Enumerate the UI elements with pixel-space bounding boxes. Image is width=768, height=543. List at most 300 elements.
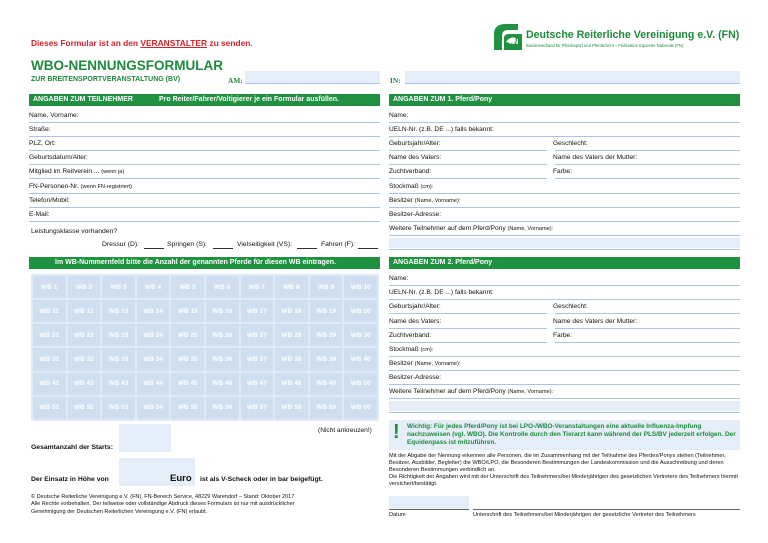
wb-cell-prefix: WB — [316, 356, 327, 364]
class-eventing-input[interactable] — [297, 240, 317, 249]
wb-cell-57[interactable] — [241, 397, 274, 419]
wb-cell-number: 4 — [157, 283, 162, 291]
participant-name-field[interactable] — [29, 109, 380, 123]
class-jumping-input[interactable] — [213, 240, 233, 249]
wb-cell-prefix: WB — [108, 380, 120, 388]
wb-cell-40[interactable] — [344, 348, 377, 370]
currency-label: Euro — [170, 473, 192, 484]
class-eventing-label: Vielseitigkeit (VS): — [237, 241, 293, 248]
wb-cell-number: 52 — [86, 404, 94, 412]
horse1-father-field[interactable] — [389, 151, 740, 165]
wb-cell-number: 59 — [328, 404, 336, 412]
wb-cell-number: 19 — [328, 307, 336, 315]
wb-cell-18[interactable] — [275, 300, 308, 322]
wb-cell-prefix: WB — [212, 307, 224, 315]
date-label: Datum — [389, 512, 406, 518]
horse1-name-label: Name: — [389, 112, 409, 119]
wb-cell-prefix: WB — [39, 380, 51, 388]
wb-cell-number: 41 — [52, 380, 60, 388]
copyright-footer — [31, 494, 371, 516]
horse1-breed-label: Zuchtverband: — [389, 168, 432, 175]
horse2-heading-label: ANGABEN ZUM 2. Pferd/Pony — [393, 259, 493, 266]
horse1-height-field[interactable] — [389, 180, 740, 194]
participant-heading — [29, 94, 380, 106]
horse2-name-field[interactable] — [389, 272, 740, 286]
wb-cell-46[interactable] — [206, 373, 239, 395]
horse2-birth-sex-field[interactable] — [389, 300, 740, 314]
notice-suffix: zu senden. — [207, 38, 253, 48]
wb-cell-number: 38 — [294, 356, 302, 364]
wb-cell-prefix: WB — [317, 283, 329, 291]
wb-cell-prefix: WB — [177, 356, 189, 364]
wb-cell-3[interactable] — [102, 276, 135, 298]
wb-cell-prefix: WB — [350, 283, 362, 291]
wb-cell-number: 29 — [328, 331, 336, 339]
wb-cell-prefix: WB — [350, 331, 362, 339]
horse1-other-riders-field[interactable] — [389, 222, 740, 236]
wb-cell-prefix: WB — [41, 283, 52, 291]
horse2-father-label: Name des Vaters: — [389, 318, 442, 325]
wb-cell-prefix: WB — [108, 356, 120, 364]
wb-cell-20[interactable] — [344, 300, 377, 322]
wb-cell-29[interactable] — [310, 324, 343, 346]
wb-cell-9[interactable] — [310, 276, 343, 298]
total-starts-label: Gesamtanzahl der Starts: — [31, 444, 113, 451]
wb-cell-number: 24 — [155, 331, 163, 339]
wb-cell-prefix: WB — [143, 356, 154, 364]
wb-cell-50[interactable] — [344, 373, 377, 395]
wb-cell-number: 6 — [226, 283, 231, 291]
wb-cell-number: 5 — [192, 283, 196, 291]
wb-cell-number: 10 — [363, 283, 371, 291]
wb-cell-number: 55 — [190, 404, 198, 412]
wb-cell-number: 44 — [155, 380, 163, 388]
wb-cell-prefix: WB — [108, 331, 120, 339]
wb-cell-16[interactable] — [206, 300, 239, 322]
horse2-other-label: Weitere Teilnehmer auf dem Pferd/Pony — [389, 388, 506, 395]
wb-cell-prefix: WB — [281, 307, 293, 315]
horse2-owner-field[interactable] — [389, 357, 740, 371]
wb-cell-number: 16 — [225, 307, 233, 315]
wb-cell-prefix: WB — [350, 380, 362, 388]
horse1-color-label: Farbe: — [553, 165, 574, 178]
horse2-owner-address-label: Besitzer-Adresse: — [389, 374, 442, 381]
wb-cell-39[interactable] — [310, 348, 343, 370]
consent-paragraph-2: Die Richtigkeit der Angaben wird mit der Unterschrift des Teilnehmers/bei Minderjährigen des gesetzlichen Vertreters des Teilnehmers hiermit versichert/bestätigt. — [389, 474, 738, 487]
wb-number-grid — [31, 274, 379, 421]
wb-cell-number: 23 — [121, 331, 129, 339]
wb-cell-number: 18 — [294, 307, 302, 315]
participant-email-field[interactable] — [29, 208, 380, 222]
wb-cell-prefix: WB — [350, 404, 362, 412]
horse1-heading — [389, 94, 740, 106]
participant-phone-field[interactable] — [29, 194, 380, 208]
wb-cell-number: 46 — [225, 380, 233, 388]
horse2-breed-label: Zuchtverband: — [389, 332, 432, 339]
wb-cell-42[interactable] — [68, 373, 101, 395]
wb-cell-prefix: WB — [212, 331, 224, 339]
wb-cell-prefix: WB — [316, 307, 327, 315]
wb-cell-23[interactable] — [102, 324, 135, 346]
wb-cell-4[interactable] — [137, 276, 170, 298]
wb-cell-number: 21 — [52, 331, 60, 339]
wb-cell-12[interactable] — [68, 300, 101, 322]
wb-cell-59[interactable] — [310, 397, 343, 419]
wb-cell-47[interactable] — [241, 373, 274, 395]
wb-cell-19[interactable] — [310, 300, 343, 322]
horse2-breed-field[interactable] — [389, 329, 740, 343]
participant-fn-number-field[interactable] — [29, 180, 380, 194]
wb-cell-prefix: WB — [108, 404, 120, 412]
wb-cell-44[interactable] — [137, 373, 170, 395]
wb-cell-prefix: WB — [108, 307, 120, 315]
fn-logo-icon — [492, 22, 524, 52]
send-notice — [31, 38, 253, 48]
wb-cell-number: 45 — [190, 380, 198, 388]
horse2-height-unit: (cm): — [420, 347, 434, 353]
wb-cell-number: 37 — [259, 356, 267, 364]
wb-cell-number: 25 — [190, 331, 198, 339]
wb-cell-55[interactable] — [171, 397, 204, 419]
copyright-line-3: Genehmigung der Deutschen Reiterlichen Vereinigung e.V. (FN) erlaubt. — [31, 508, 208, 515]
wb-cell-number: 40 — [363, 356, 371, 364]
horse2-owner-note: (Name, Vorname): — [414, 361, 461, 367]
wb-cell-26[interactable] — [206, 324, 239, 346]
wb-cell-22[interactable] — [68, 324, 101, 346]
wb-cell-prefix: WB — [248, 283, 260, 291]
participant-fn-number-note: (wenn FN-registriert) — [80, 184, 132, 190]
horse1-owner-field[interactable] — [389, 194, 740, 208]
class-dressage-input[interactable] — [144, 240, 164, 249]
horse2-height-field[interactable] — [389, 343, 740, 357]
wb-cell-prefix: WB — [143, 380, 154, 388]
horse2-owner-address-field[interactable] — [389, 371, 740, 385]
wb-cell-number: 30 — [363, 331, 371, 339]
wb-cell-number: 17 — [259, 307, 267, 315]
wb-cell-prefix: WB — [74, 307, 85, 315]
wb-cell-prefix: WB — [143, 331, 154, 339]
horse1-sex-label: Geschlecht: — [553, 137, 590, 150]
wb-cell-58[interactable] — [275, 397, 308, 419]
wb-cell-prefix: WB — [281, 356, 293, 364]
wb-cell-60[interactable] — [344, 397, 377, 419]
participant-birthdate-field[interactable] — [29, 151, 380, 165]
wb-cell-prefix: WB — [281, 380, 293, 388]
participant-name-label: Name, Vorname: — [29, 112, 79, 119]
class-question: Leistungsklasse vorhanden? — [31, 228, 118, 235]
wb-cell-number: 56 — [225, 404, 233, 412]
participant-phone-label: Telefon/Mobil: — [29, 197, 70, 204]
wb-cell-41[interactable] — [33, 373, 66, 395]
participant-club-label: Mitglied im Reitverein ... — [29, 168, 100, 175]
wb-cell-24[interactable] — [137, 324, 170, 346]
wb-cell-prefix: WB — [214, 283, 225, 291]
wb-cell-number: 32 — [86, 356, 94, 364]
wb-cell-prefix: WB — [212, 380, 224, 388]
wb-cell-30[interactable] — [344, 324, 377, 346]
wb-cell-prefix: WB — [316, 380, 327, 388]
horse2-birth-label: Geburtsjahr/Alter: — [389, 303, 441, 310]
wb-cell-7[interactable] — [241, 276, 274, 298]
horse2-sex-label: Geschlecht: — [553, 300, 590, 313]
horse1-ueln-field[interactable] — [389, 123, 740, 137]
participant-club-note: (wenn ja) — [101, 169, 125, 175]
wb-cell-5[interactable] — [171, 276, 204, 298]
participant-birthdate-label: Geburtsdatum/Alter: — [29, 154, 89, 161]
wb-cell-38[interactable] — [275, 348, 308, 370]
wb-cell-prefix: WB — [143, 307, 154, 315]
wb-cell-prefix: WB — [281, 331, 293, 339]
wb-cell-prefix: WB — [74, 356, 85, 364]
horse1-heading-label: ANGABEN ZUM 1. Pferd/Pony — [393, 96, 493, 103]
wb-cell-6[interactable] — [206, 276, 239, 298]
horse1-other-riders-field-2[interactable] — [389, 236, 740, 250]
wb-cell-number: 9 — [330, 283, 335, 291]
wb-cell-number: 57 — [259, 404, 267, 412]
wb-cell-prefix: WB — [177, 307, 189, 315]
horse2-other-riders-field[interactable] — [389, 385, 740, 399]
wb-cell-25[interactable] — [171, 324, 204, 346]
horse1-mother-father-label: Name des Vaters der Mutter: — [553, 151, 639, 164]
wb-cell-15[interactable] — [171, 300, 204, 322]
class-jumping-label: Springen (S): — [167, 241, 208, 248]
class-dressage-label: Dressur (D): — [102, 241, 140, 248]
wb-cell-56[interactable] — [206, 397, 239, 419]
wb-cell-14[interactable] — [137, 300, 170, 322]
signature-label: Unterschrift des Teilnehmers/bei Minderjährigen der gesetzliche Vertreter des Teilnehmers — [473, 512, 696, 518]
wb-cell-1[interactable] — [33, 276, 66, 298]
horse2-mother-father-label: Name des Vaters der Mutter: — [553, 315, 639, 328]
wb-cell-54[interactable] — [137, 397, 170, 419]
wb-cell-prefix: WB — [177, 331, 189, 339]
wb-cell-prefix: WB — [247, 307, 258, 315]
wb-cell-number: 1 — [53, 283, 58, 291]
wb-cell-number: 53 — [121, 404, 129, 412]
wb-cell-51[interactable] — [33, 397, 66, 419]
wb-cell-number: 28 — [294, 331, 302, 339]
wb-heading-label: Im WB-Nummernfeld bitte die Anzahl der genannten Pferde für diesen WB eintragen. — [55, 259, 336, 266]
wb-cell-48[interactable] — [275, 373, 308, 395]
horse1-other-note: (Name, Vorname): — [507, 226, 554, 232]
signature-input[interactable] — [473, 496, 740, 510]
notice-prefix: Dieses Formular ist an den — [31, 38, 141, 48]
vaccination-notice-text: Wichtig: Für jedes Pferd/Pony ist bei LPO-/WBO-Veranstaltungen eine aktuelle Influenza-Impfung nachzuweisen (vgl. WBO). Die Kontrolle durch den Tierarzt kann während der PLS/BV jederzeit erfolgen. Der Equidenpass ist mitzuführen. — [407, 423, 736, 446]
wb-cell-number: 50 — [363, 380, 371, 388]
wb-cell-number: 33 — [121, 356, 129, 364]
horse1-owner-note: (Name, Vorname): — [414, 198, 461, 204]
participant-zip-city-field[interactable] — [29, 137, 380, 151]
horse2-ueln-field[interactable] — [389, 286, 740, 300]
wb-cell-prefix: WB — [350, 356, 362, 364]
org-subtitle: Bundesverband für Pferdesport und Pferdezucht – Fédération Equestre Nationale (FN) — [526, 43, 684, 48]
participant-club-field[interactable] — [29, 165, 380, 179]
wb-cell-prefix: WB — [316, 331, 327, 339]
wb-cell-21[interactable] — [33, 324, 66, 346]
in-label: IN: — [390, 76, 401, 85]
consent-text — [389, 453, 742, 488]
wb-cell-number: 48 — [294, 380, 302, 388]
wb-cell-number: 12 — [86, 307, 94, 315]
date-input[interactable] — [389, 496, 469, 510]
wb-cell-37[interactable] — [241, 348, 274, 370]
participant-street-field[interactable] — [29, 123, 380, 137]
in-input[interactable] — [405, 71, 740, 84]
horse1-ueln-label: UELN-Nr. (z.B. DE ...) falls bekannt: — [389, 126, 494, 133]
wb-cell-49[interactable] — [310, 373, 343, 395]
wb-cell-prefix: WB — [247, 331, 258, 339]
horse2-heading — [389, 257, 740, 269]
horse2-name-label: Name: — [389, 275, 409, 282]
participant-heading-note: Pro Reiter/Fahrer/Voltigierer je ein Formular ausfüllen. — [159, 96, 339, 103]
consent-paragraph-1: Mit der Abgabe der Nennung erkennen alle Personen, die im Zusammenhang mit der Teilnahme des Pferdes/Ponys stehen (Teilnehmer, Besitzer, Ausbilder, Begleiter) die WBO/LPO, die Besonderen Bestimmungen der Landeskommission und die Ausschreibung und deren Besonderen Bestimmungen verbindlich an. — [389, 453, 726, 473]
horse1-height-unit: (cm): — [420, 184, 434, 190]
wb-cell-prefix: WB — [144, 283, 156, 291]
wb-cell-8[interactable] — [275, 276, 308, 298]
wb-cell-number: 39 — [328, 356, 336, 364]
vaccination-notice — [389, 420, 740, 450]
wb-cell-number: 36 — [225, 356, 233, 364]
horse1-height-label: Stockmaß — [389, 183, 419, 190]
horse1-owner-label: Besitzer — [389, 197, 413, 204]
horse2-owner-label: Besitzer — [389, 360, 413, 367]
class-driving-input[interactable] — [358, 240, 378, 249]
wb-cell-prefix: WB — [74, 404, 85, 412]
wb-cell-number: 22 — [86, 331, 94, 339]
class-driving-label: Fahren (F): — [321, 241, 355, 248]
wb-cell-prefix: WB — [247, 404, 258, 412]
wb-cell-number: 58 — [294, 404, 302, 412]
wb-cell-45[interactable] — [171, 373, 204, 395]
horse2-height-label: Stockmaß — [389, 346, 419, 353]
wb-cell-number: 42 — [86, 380, 94, 388]
wb-cell-number: 11 — [52, 307, 59, 315]
wb-cell-number: 34 — [155, 356, 163, 364]
wb-cell-prefix: WB — [212, 404, 224, 412]
notice-highlight: VERANSTALTER — [140, 38, 208, 48]
horse1-breed-field[interactable] — [389, 165, 740, 179]
horse1-name-field[interactable] — [389, 109, 740, 123]
wb-cell-prefix: WB — [247, 356, 258, 364]
wb-cell-prefix: WB — [177, 404, 189, 412]
copyright-line-1: © Deutsche Reiterliche Vereinigung e.V. (FN), FN-Bereich Service, 48229 Warendorf – Stand: Oktober 2017 — [31, 494, 295, 500]
wb-cell-13[interactable] — [102, 300, 135, 322]
wb-cell-prefix: WB — [39, 404, 51, 412]
participant-street-label: Straße: — [29, 126, 51, 133]
wb-cell-number: 47 — [259, 380, 267, 388]
horse2-other-riders-field-2[interactable] — [389, 399, 740, 413]
form-subtitle: ZUR BREITENSPORTVERANSTALTUNG (BV) — [31, 76, 181, 83]
total-starts-input[interactable] — [119, 424, 171, 452]
participant-heading-label: ANGABEN ZUM TEILNEHMER — [33, 96, 133, 103]
wb-cell-prefix: WB — [74, 380, 85, 388]
horse2-color-label: Farbe: — [553, 329, 574, 342]
wb-cell-prefix: WB — [247, 380, 258, 388]
wb-cell-27[interactable] — [241, 324, 274, 346]
wb-cell-prefix: WB — [212, 356, 224, 364]
horse2-other-note: (Name, Vorname): — [507, 389, 554, 395]
horse1-owner-address-label: Besitzer-Adresse: — [389, 211, 442, 218]
wb-cell-prefix: WB — [316, 404, 327, 412]
wb-cell-31[interactable] — [33, 348, 66, 370]
wb-cell-number: 14 — [155, 307, 163, 315]
participant-fn-number-label: FN-Personen-Nr. — [29, 183, 79, 190]
wb-cell-number: 8 — [296, 283, 300, 291]
not-cross-note: (Nicht ankreuzen!) — [318, 427, 372, 434]
wb-cell-34[interactable] — [137, 348, 170, 370]
wb-cell-2[interactable] — [68, 276, 101, 298]
wb-cell-prefix: WB — [177, 380, 189, 388]
wb-cell-number: 49 — [328, 380, 336, 388]
wb-cell-10[interactable] — [344, 276, 377, 298]
wb-cell-prefix: WB — [74, 331, 85, 339]
wb-cell-number: 7 — [261, 283, 265, 291]
fee-suffix: ist als V-Scheck oder in bar beigefügt. — [200, 476, 323, 483]
wb-cell-prefix: WB — [283, 283, 295, 291]
logo-text: FN — [509, 39, 519, 46]
am-label: AM: — [228, 76, 243, 85]
wb-cell-52[interactable] — [68, 397, 101, 419]
wb-cell-number: 15 — [190, 307, 198, 315]
wb-cell-number: 20 — [363, 307, 371, 315]
wb-cell-28[interactable] — [275, 324, 308, 346]
horse1-birth-sex-field[interactable] — [389, 137, 740, 151]
wb-cell-17[interactable] — [241, 300, 274, 322]
wb-cell-number: 35 — [190, 356, 198, 364]
participant-email-label: E-Mail: — [29, 211, 50, 218]
wb-cell-prefix: WB — [143, 404, 154, 412]
participant-zip-city-label: PLZ, Ort: — [29, 140, 56, 147]
wb-cell-prefix: WB — [179, 283, 191, 291]
wb-cell-11[interactable] — [33, 300, 66, 322]
horse2-father-field[interactable] — [389, 315, 740, 329]
wb-cell-35[interactable] — [171, 348, 204, 370]
wb-cell-number: 31 — [52, 356, 60, 364]
wb-cell-36[interactable] — [206, 348, 239, 370]
am-input[interactable] — [245, 71, 380, 84]
wb-cell-43[interactable] — [102, 373, 135, 395]
wb-cell-number: 27 — [259, 331, 267, 339]
copyright-line-2: Alle Rechte vorbehalten. Der teilweise oder vollständige Abdruck dieses Formulars ist nur mit ausdrücklicher — [31, 501, 295, 508]
org-name: Deutsche Reiterliche Vereinigung e.V. (FN) — [526, 29, 740, 41]
wb-cell-prefix: WB — [350, 307, 362, 315]
wb-cell-number: 3 — [123, 283, 127, 291]
wb-cell-53[interactable] — [102, 397, 135, 419]
wb-cell-prefix: WB — [281, 404, 293, 412]
wb-cell-prefix: WB — [39, 307, 51, 315]
wb-cell-number: 43 — [121, 380, 129, 388]
wb-cell-number: 54 — [155, 404, 163, 412]
horse2-ueln-label: UELN-Nr. (z.B. DE ...) falls bekannt: — [389, 289, 494, 296]
wb-cell-33[interactable] — [102, 348, 135, 370]
wb-cell-prefix: WB — [110, 283, 122, 291]
wb-cell-number: 51 — [52, 404, 60, 412]
wb-cell-number: 13 — [121, 307, 129, 315]
horse1-owner-address-field[interactable] — [389, 208, 740, 222]
wb-cell-prefix: WB — [39, 331, 51, 339]
fee-label: Der Einsatz in Höhe von — [31, 476, 109, 483]
form-title: WBO-NENNUNGSFORMULAR — [31, 58, 223, 73]
wb-cell-number: 60 — [363, 404, 371, 412]
horse1-other-label: Weitere Teilnehmer auf dem Pferd/Pony — [389, 225, 506, 232]
wb-heading — [29, 257, 380, 269]
wb-cell-number: 26 — [225, 331, 233, 339]
wb-cell-prefix: WB — [75, 283, 87, 291]
horse1-father-label: Name des Vaters: — [389, 154, 442, 161]
wb-cell-prefix: WB — [39, 356, 51, 364]
wb-cell-number: 2 — [88, 283, 92, 291]
horse1-birth-label: Geburtsjahr/Alter: — [389, 140, 441, 147]
wb-cell-32[interactable] — [68, 348, 101, 370]
